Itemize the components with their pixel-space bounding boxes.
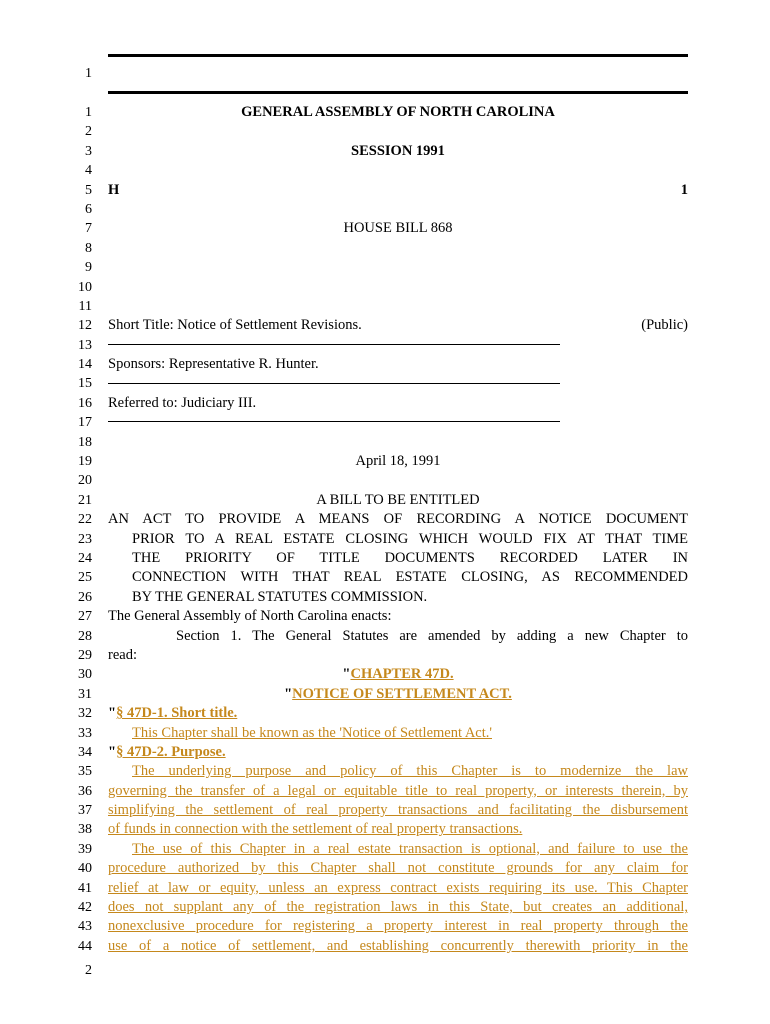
text: GENERAL ASSEMBLY OF NORTH CAROLINA: [241, 104, 555, 120]
text: PRIOR TO A REAL ESTATE CLOSING WHICH WOULD FIX AT THAT TIME: [132, 530, 688, 547]
separator-line: [108, 421, 560, 422]
line-number: 3: [85, 143, 92, 159]
line-text-left: Short Title: Notice of Settlement Revisions.: [108, 317, 362, 334]
line-number: 25: [78, 570, 92, 586]
line-number: 15: [78, 376, 92, 392]
line-number: 13: [78, 337, 92, 353]
document-line: [0, 161, 770, 180]
line-number: 14: [78, 357, 92, 373]
inserted-text: § 47D-1. Short title.: [116, 705, 238, 722]
document-line: [0, 840, 770, 859]
line-number: 21: [78, 492, 92, 508]
line-text: [108, 840, 688, 859]
line-text: [108, 937, 688, 956]
line-text: [108, 859, 688, 878]
document-line: [0, 607, 770, 626]
line-number: 6: [85, 201, 92, 217]
document-line: [0, 394, 770, 413]
line-number: 40: [78, 861, 92, 877]
document-line: [0, 142, 770, 161]
line-number: 24: [78, 550, 92, 566]
document-line: [0, 627, 770, 646]
line-number: 44: [78, 938, 92, 954]
line-number: 38: [78, 822, 92, 838]
line-text: [108, 181, 688, 200]
document-line: [0, 568, 770, 587]
text: read:: [108, 646, 137, 663]
line-text-right: (Public): [641, 317, 688, 334]
line-number: 16: [78, 395, 92, 411]
document-line: [0, 937, 770, 956]
document-line: [0, 122, 770, 141]
text: HOUSE BILL 868: [343, 220, 453, 237]
line-text: [108, 762, 688, 781]
document-line: [0, 898, 770, 917]
line-number: 10: [78, 279, 92, 295]
document-line: [0, 588, 770, 607]
line-number: 36: [78, 783, 92, 799]
line-text: [108, 685, 688, 704]
document-line: [0, 665, 770, 684]
line-number: 37: [78, 803, 92, 819]
line-text: [108, 646, 688, 665]
line-number: 29: [78, 647, 92, 663]
text: The General Assembly of North Carolina enacts:: [108, 608, 392, 625]
text: Sponsors: Representative R. Hunter.: [108, 356, 319, 373]
line-number: 9: [85, 260, 92, 276]
line-text: [108, 743, 688, 762]
document-line: [0, 530, 770, 549]
line-text: [108, 355, 688, 374]
line-number: 20: [78, 473, 92, 489]
inserted-text: CHAPTER 47D.: [350, 666, 454, 683]
line-number: 4: [85, 163, 92, 179]
inserted-text: This Chapter shall be known as the 'Notice of Settlement Act.': [132, 724, 492, 741]
line-text: [108, 549, 688, 568]
document-line: [0, 278, 770, 297]
inserted-text: procedure authorized by this Chapter shall not constitute grounds for any claim for: [108, 860, 688, 877]
line-text: [108, 607, 688, 626]
document-line: [0, 820, 770, 839]
document-line: [0, 471, 770, 490]
document-line: [0, 433, 770, 452]
text: THE PRIORITY OF TITLE DOCUMENTS RECORDED LATER IN: [132, 549, 688, 566]
document-line: [0, 452, 770, 471]
line-number: 31: [78, 686, 92, 702]
text: Section 1. The General Statutes are amended by adding a new Chapter to: [176, 627, 688, 644]
line-number: 41: [78, 880, 92, 896]
inserted-text: The underlying purpose and policy of this Chapter is to modernize the law: [132, 763, 688, 780]
inserted-text: simplifying the settlement of real property transactions and facilitating the disbursement: [108, 802, 688, 819]
quote-mark: ": [108, 705, 117, 722]
text: AN ACT TO PROVIDE A MEANS OF RECORDING A NOTICE DOCUMENT: [108, 511, 688, 528]
document-line: [0, 181, 770, 200]
line-number: 39: [78, 841, 92, 857]
document-line: [0, 336, 770, 355]
inserted-text: relief at law or equity, unless an express contract exists requiring its use. This Chapter: [108, 879, 688, 896]
inserted-text: § 47D-2. Purpose.: [116, 743, 226, 760]
document-line: [0, 549, 770, 568]
line-text: [108, 530, 688, 549]
line-text: [108, 898, 688, 917]
separator-line: [108, 383, 560, 384]
line-number: 32: [78, 706, 92, 722]
line-text: [108, 413, 688, 432]
document-line: [0, 646, 770, 665]
line-text: [108, 801, 688, 820]
line-text-right: 1: [680, 181, 688, 198]
document-line: [0, 762, 770, 781]
line-text: [108, 704, 688, 723]
page-top-number: 1: [85, 66, 92, 81]
line-text: [108, 142, 688, 161]
line-text: [108, 665, 688, 684]
line-number: 23: [78, 531, 92, 547]
inserted-text: does not supplant any of the registration laws in this State, but creates an additional,: [108, 899, 688, 916]
document-line: [0, 917, 770, 936]
inserted-text: nonexclusive procedure for registering a property interest in real property through the: [108, 918, 688, 935]
quote-mark: ": [284, 685, 293, 702]
text: BY THE GENERAL STATUTES COMMISSION.: [132, 588, 428, 605]
header-rule: [108, 91, 688, 94]
text: April 18, 1991: [355, 453, 441, 470]
line-text: [108, 568, 688, 587]
separator-line: [108, 344, 560, 345]
line-number: 8: [85, 240, 92, 256]
document-line: [0, 200, 770, 219]
inserted-text: The use of this Chapter in a real estate transaction is optional, and failure to use the: [132, 840, 688, 857]
inserted-text: NOTICE OF SETTLEMENT ACT.: [292, 685, 512, 702]
line-text: [108, 510, 688, 529]
inserted-text: of funds in connection with the settlement of real property transactions.: [108, 821, 523, 838]
line-text: [108, 316, 688, 335]
line-number: 35: [78, 764, 92, 780]
line-text: [108, 917, 688, 936]
line-number: 18: [78, 434, 92, 450]
line-text: [108, 452, 688, 471]
line-text: [108, 336, 688, 355]
line-number: 1: [85, 105, 92, 120]
line-text: [108, 374, 688, 393]
line-number: 33: [78, 725, 92, 741]
document-line: [0, 704, 770, 723]
line-text: [108, 724, 688, 743]
line-number: 17: [78, 415, 92, 431]
text: CONNECTION WITH THAT REAL ESTATE CLOSING, AS RECOMMENDED: [132, 569, 688, 586]
line-text: [108, 103, 688, 122]
document-line: [0, 801, 770, 820]
document-line: [0, 491, 770, 510]
line-text: [108, 394, 688, 413]
quote-mark: ": [342, 666, 351, 683]
text: Referred to: Judiciary III.: [108, 394, 257, 411]
document-line: [0, 743, 770, 762]
line-number: 43: [78, 919, 92, 935]
line-text: [108, 782, 688, 801]
document-line: [0, 355, 770, 374]
line-number: 2: [85, 124, 92, 140]
line-number: 30: [78, 667, 92, 683]
line-number: 42: [78, 900, 92, 916]
line-text: [108, 491, 688, 510]
document-line: [0, 258, 770, 277]
document-line: [0, 685, 770, 704]
line-number: 11: [78, 298, 92, 314]
top-rule: [108, 54, 688, 57]
line-text: [108, 820, 688, 839]
line-number: 7: [85, 221, 92, 237]
line-number: 19: [78, 454, 92, 470]
line-number: 28: [78, 628, 92, 644]
line-number: 26: [78, 589, 92, 605]
document-line: [0, 724, 770, 743]
document-line: [0, 413, 770, 432]
text: SESSION 1991: [351, 142, 445, 159]
line-number: 22: [78, 512, 92, 528]
line-number: 27: [78, 609, 92, 625]
line-number: 34: [78, 744, 92, 760]
document-line: [0, 879, 770, 898]
document-line: [0, 103, 770, 122]
line-text: [108, 588, 688, 607]
line-text: [108, 219, 688, 238]
document-line: [0, 374, 770, 393]
document-line: [0, 782, 770, 801]
line-text: [108, 879, 688, 898]
inserted-text: governing the transfer of a legal or equitable title to real property, or interests therein, by: [108, 782, 688, 799]
bill-document-body: [0, 103, 770, 956]
document-line: [0, 316, 770, 335]
line-number: 12: [78, 318, 92, 334]
document-line: [0, 219, 770, 238]
line-text-left: H: [108, 181, 120, 198]
quote-mark: ": [108, 743, 117, 760]
document-line: [0, 239, 770, 258]
page-bottom-number: 2: [85, 963, 92, 978]
document-line: [0, 297, 770, 316]
inserted-text: use of a notice of settlement, and establishing concurrently therewith priority in the: [108, 937, 688, 954]
document-line: [0, 510, 770, 529]
document-line: [0, 859, 770, 878]
line-text: [108, 627, 688, 646]
text: A BILL TO BE ENTITLED: [316, 491, 480, 508]
line-number: 5: [85, 182, 92, 198]
